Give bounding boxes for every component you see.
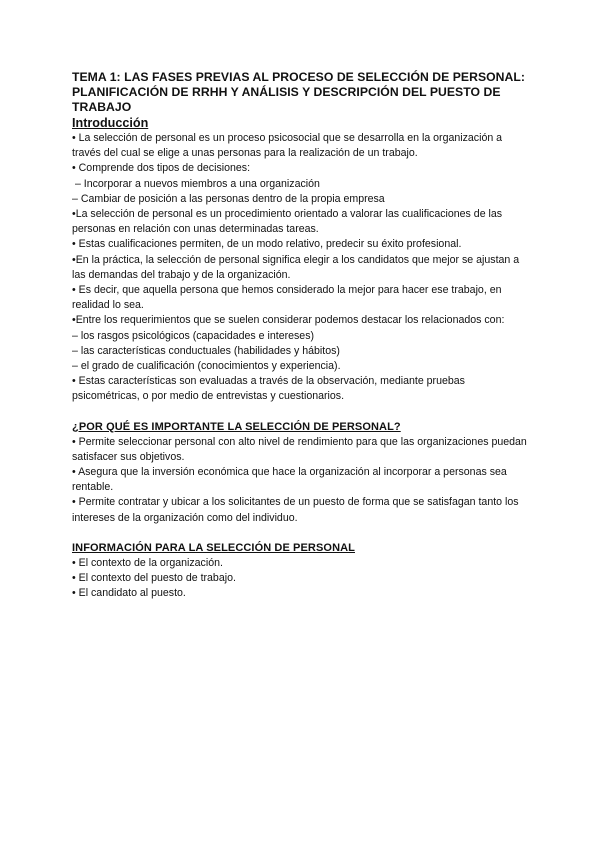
- paragraph: •En la práctica, la selección de personal significa elegir a los candidatos que mejor se ajustan a las demandas del trabajo y de la organización.: [72, 253, 520, 281]
- paragraph: • La selección de personal es un proceso psicosocial que se desarrolla en la organización a través del cual se elige a unas personas para la realización de un trabajo.: [72, 132, 503, 160]
- introduccion-content: [72, 131, 532, 405]
- paragraph: •La selección de personal es un procedimiento orientado a valorar las cualificaciones de las personas en relación con unas determinadas tareas.: [72, 208, 503, 236]
- paragraph: • Comprende dos tipos de decisiones:: [72, 162, 251, 175]
- paragraph: • Estas características son evaluadas a través de la observación, mediante pruebas psicométricas, o por medio de entrevistas y cuestionarios.: [72, 375, 465, 403]
- list-item: • El candidato al puesto.: [72, 587, 186, 600]
- paragraph: • Permite contratar y ubicar a los solicitantes de un puesto de forma que se satisfagan tanto los intereses de la organización como del individuo.: [72, 496, 519, 524]
- list-item: • El contexto de la organización.: [72, 556, 223, 569]
- por-que-content: [72, 435, 532, 526]
- paragraph: • Permite seleccionar personal con alto nivel de rendimiento para que las organizaciones puedan satisfacer sus objetivos.: [72, 435, 527, 463]
- informacion-content: [72, 556, 532, 602]
- section-heading-informacion: INFORMACIÓN PARA LA SELECCIÓN DE PERSONAL: [72, 541, 355, 554]
- section-heading-por-que-importante: ¿POR QUÉ ES IMPORTANTE LA SELECCIÓN DE PERSONAL?: [72, 420, 401, 433]
- paragraph: • Estas cualificaciones permiten, de un modo relativo, predecir su éxito profesional.: [72, 238, 462, 251]
- document-body: [72, 70, 532, 601]
- paragraph: •Entre los requerimientos que se suelen considerar podemos destacar los relacionados con:: [72, 314, 505, 327]
- paragraph: – los rasgos psicológicos (capacidades e intereses): [72, 329, 315, 342]
- list-item: • El contexto del puesto de trabajo.: [72, 572, 236, 585]
- paragraph: • Es decir, que aquella persona que hemos considerado la mejor para hacer ese trabajo, en realidad lo sea.: [72, 284, 502, 312]
- paragraph: – las características conductuales (habilidades y hábitos): [72, 344, 340, 357]
- paragraph: – Incorporar a nuevos miembros a una organización: [72, 177, 320, 190]
- paragraph: – el grado de cualificación (conocimientos y experiencia).: [72, 360, 341, 373]
- section-heading-introduccion: Introducción: [72, 116, 149, 130]
- paragraph: – Cambiar de posición a las personas dentro de la propia empresa: [72, 192, 385, 205]
- document-title: TEMA 1: LAS FASES PREVIAS AL PROCESO DE SELECCIÓN DE PERSONAL: PLANIFICACIÓN DE RRHH Y ANÁLISIS Y DESCRIPCIÓN DEL PUESTO DE TRABAJO: [72, 70, 525, 114]
- paragraph: • Asegura que la inversión económica que hace la organización al incorporar a personas sea rentable.: [72, 466, 507, 494]
